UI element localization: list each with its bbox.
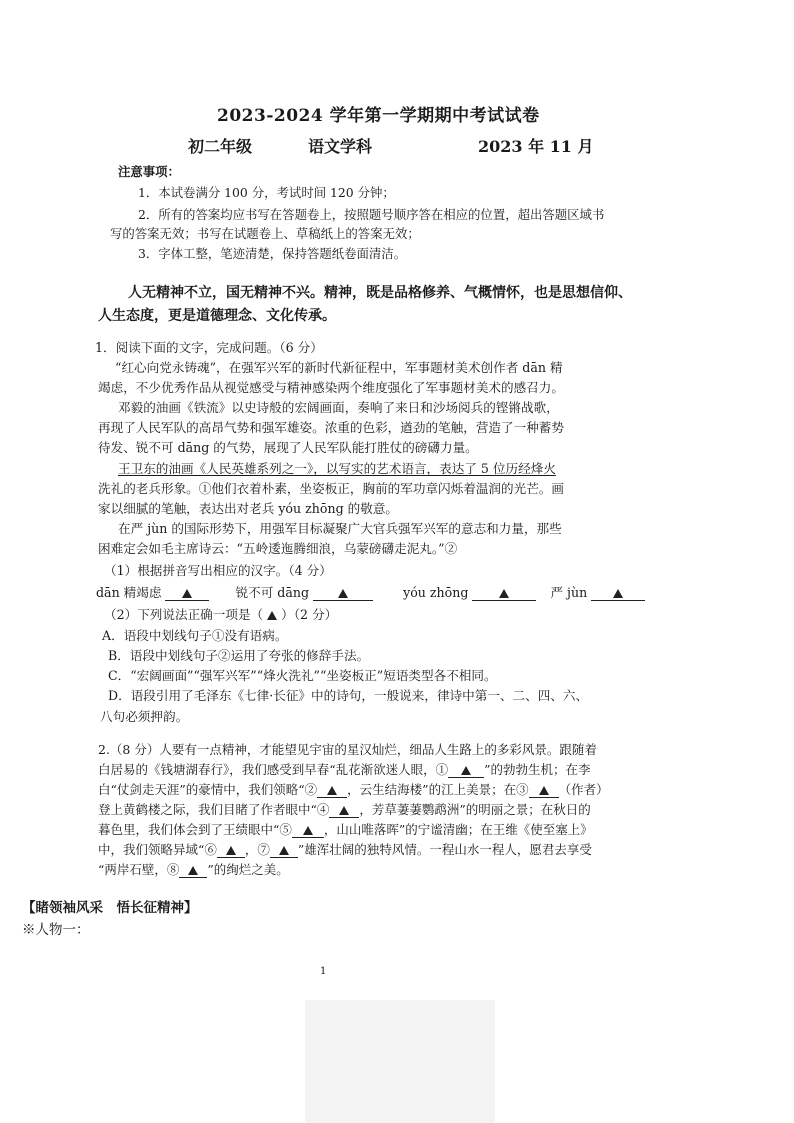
note-item: 写的答案无效；书写在试题卷上、草稿纸上的答案无效； bbox=[110, 226, 420, 241]
q1-passage-line-underlined: 王卫东的油画《人民英雄系列之一》，以写实的艺术语言，表达了 5 位历经烽火 bbox=[118, 461, 556, 476]
section-item: ※人物一： bbox=[22, 922, 90, 938]
q1-sub1: （1）根据拼音写出相应的汉字。（4 分） bbox=[104, 563, 332, 578]
answer-blank[interactable] bbox=[292, 822, 324, 838]
answer-blank[interactable] bbox=[472, 585, 536, 601]
pinyin-prompt: dān 精竭虑 bbox=[96, 585, 162, 600]
q1-option-b[interactable]: B．语段中划线句子②运用了夸张的修辞手法。 bbox=[108, 648, 370, 663]
q1-passage-line: “红心向党永铸魂”，在强军兴军的新时代新征程中，军事题材美术创作者 dān 精 bbox=[115, 360, 563, 375]
q2-line: 暮色里，我们体会到了王绩眼中“⑤ ，山山唯落晖”的宁谧清幽；在王维《使至塞上》 bbox=[98, 822, 593, 837]
q2-line: “两岸石壁，⑧ ”的绚烂之美。 bbox=[98, 862, 289, 877]
q1-passage-line: 待发、锐不可 dāng 的气势，展现了人民军队能打胜仗的磅礴力量。 bbox=[98, 440, 478, 455]
q1-passage-line: 竭虑，不少优秀作品从视觉感受与精神感染两个维度强化了军事题材美术的感召力。 bbox=[98, 380, 564, 395]
answer-blank[interactable] bbox=[448, 762, 484, 778]
answer-blank[interactable] bbox=[317, 782, 347, 798]
answer-blank[interactable] bbox=[179, 862, 207, 878]
q1-passage-line: 邓毅的油画《铁流》以史诗般的宏阔画面，奏响了来日和沙场阅兵的铿锵战歌， bbox=[118, 400, 559, 415]
scan-smudge bbox=[305, 1000, 495, 1123]
exam-date: 2023 年 11 月 bbox=[478, 137, 594, 156]
triangle-icon bbox=[327, 786, 337, 795]
q1-option-d[interactable]: D．语段引用了毛泽东《七律·长征》中的诗句，一般说来，律诗中第一、二、四、六、 bbox=[108, 688, 589, 703]
triangle-icon bbox=[303, 826, 313, 835]
pinyin-row bbox=[96, 582, 645, 601]
notes-heading: 注意事项： bbox=[118, 164, 180, 179]
triangle-icon bbox=[226, 846, 236, 855]
pinyin-prompt: 严 jùn bbox=[550, 585, 588, 600]
q1-passage-line: 在严 jùn 的国际形势下，用强军目标凝聚广大官兵强军兴军的意志和力量，那些 bbox=[118, 521, 562, 536]
answer-blank[interactable] bbox=[591, 585, 645, 601]
triangle-icon bbox=[267, 611, 277, 620]
q1-option-d-cont: 八句必须押韵。 bbox=[100, 709, 189, 724]
note-item: 2．所有的答案均应书写在答题卷上，按照题号顺序答在相应的位置，超出答题区域书 bbox=[138, 207, 605, 222]
q1-stem: 1．阅读下面的文字，完成问题。（6 分） bbox=[95, 340, 323, 355]
answer-blank[interactable] bbox=[270, 842, 298, 858]
note-item: 3．字体工整，笔迹清楚，保持答题纸卷面清洁。 bbox=[138, 246, 407, 261]
q1-option-a[interactable]: A．语段中划线句子①没有语病。 bbox=[102, 628, 288, 643]
triangle-icon bbox=[613, 589, 623, 598]
pinyin-prompt: 锐不可 dāng bbox=[235, 585, 310, 600]
note-item: 1．本试卷满分 100 分，考试时间 120 分钟； bbox=[138, 185, 395, 200]
triangle-icon bbox=[539, 786, 549, 795]
section-heading: 【睹领袖风采 悟长征精神】 bbox=[22, 900, 198, 916]
answer-blank[interactable] bbox=[165, 585, 209, 601]
page-number: 1 bbox=[320, 966, 327, 977]
intro-line: 人生态度，更是道德理念、文化传承。 bbox=[98, 308, 336, 324]
q1-option-c[interactable]: C．“宏阔画面”“强军兴军”“烽火洗礼”“坐姿板正”短语类型各不相同。 bbox=[108, 668, 497, 683]
answer-blank[interactable] bbox=[529, 782, 559, 798]
pinyin-prompt: yóu zhōng bbox=[403, 585, 469, 600]
exam-title: 2023-2024 学年第一学期期中考试试卷 bbox=[217, 106, 540, 126]
q1-sub2: （2）下列说法正确一项是（ ）（2 分） bbox=[104, 607, 338, 622]
q1-passage-line: 困难定会如毛主席诗云：“五岭逶迤腾细浪，乌蒙磅礴走泥丸。”② bbox=[98, 541, 458, 556]
triangle-icon bbox=[279, 846, 289, 855]
triangle-icon bbox=[188, 866, 198, 875]
q2-line: 中，我们领略异域“⑥ ，⑦ ”雄浑壮阔的独特风情。一程山水一程人，愿君去享受 bbox=[98, 842, 592, 857]
q1-passage-line: 洗礼的老兵形象。①他们衣着朴素，坐姿板正，胸前的军功章闪烁着温润的光芒。画 bbox=[98, 481, 564, 496]
intro-line: 人无精神不立，国无精神不兴。精神，既是品格修养、气概情怀，也是思想信仰、 bbox=[128, 285, 632, 301]
triangle-icon bbox=[339, 806, 349, 815]
triangle-icon bbox=[182, 589, 192, 598]
q1-passage-line: 家以细腻的笔触，表达出对老兵 yóu zhōng 的敬意。 bbox=[98, 501, 399, 516]
answer-blank[interactable] bbox=[313, 585, 373, 601]
answer-blank[interactable] bbox=[217, 842, 245, 858]
q2-line: 白“仗剑走天涯”的豪情中，我们领略“② ，云生结海楼”的江上美景；在③ （作者） bbox=[98, 782, 609, 797]
q2-line: 登上黄鹤楼之际，我们目睹了作者眼中“④ ，芳草萋萋鹦鹉洲”的明丽之景；在秋日的 bbox=[98, 802, 591, 817]
subject-label: 语文学科 bbox=[308, 137, 373, 156]
triangle-icon bbox=[338, 589, 348, 598]
triangle-icon bbox=[461, 766, 471, 775]
q1-passage-line: 再现了人民军队的高昂气势和强军雄姿。浓重的色彩，遒劲的笔触，营造了一种蓄势 bbox=[98, 420, 564, 435]
answer-blank[interactable] bbox=[329, 802, 359, 818]
q2-line: 白居易的《钱塘湖春行》，我们感受到早春“乱花渐欲迷人眼，① ”的勃勃生机；在李 bbox=[98, 762, 591, 777]
triangle-icon bbox=[499, 589, 509, 598]
grade-label: 初二年级 bbox=[188, 137, 253, 156]
q2-line: 2.（8 分）人要有一点精神，才能望见宇宙的星汉灿烂，细品人生路上的多彩风景。跟随着 bbox=[98, 742, 597, 757]
